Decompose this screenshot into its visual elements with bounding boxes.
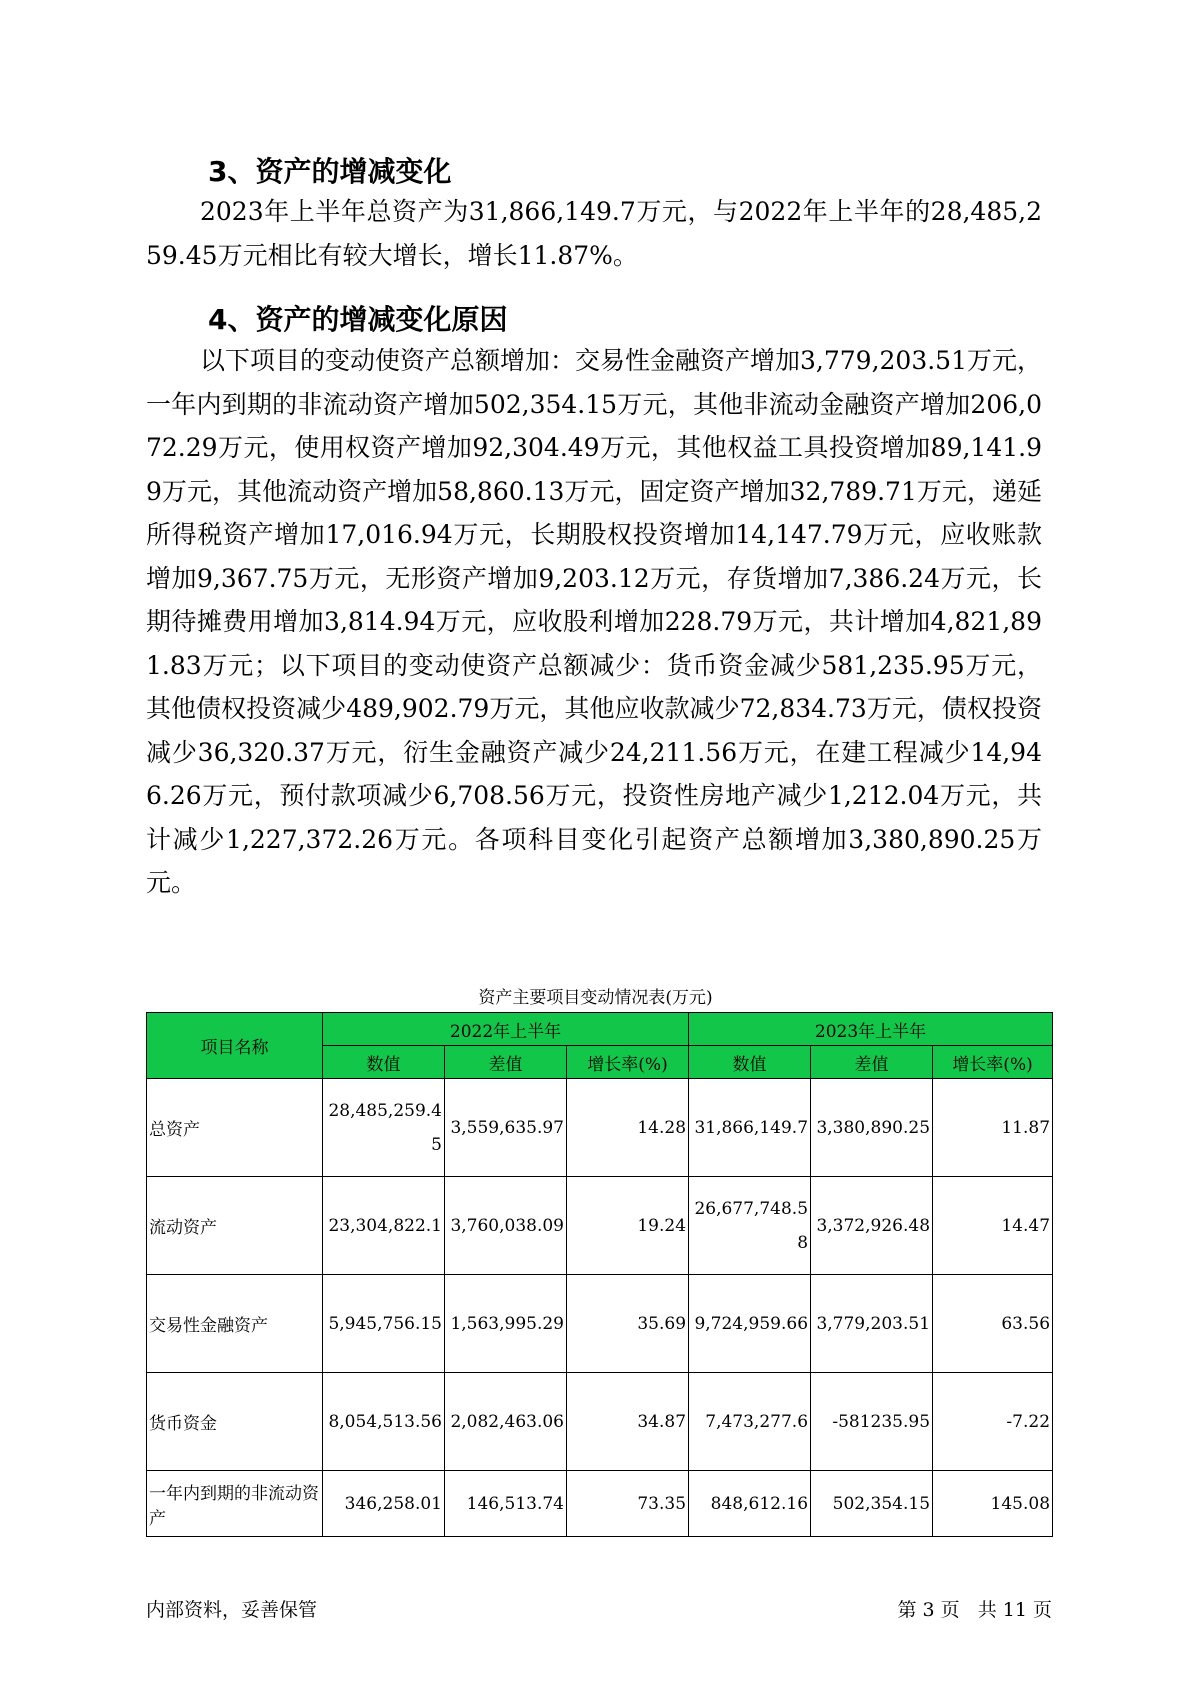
header-diff-2022: 差值 — [445, 1046, 567, 1079]
cell-rate-2023: 63.56 — [933, 1275, 1053, 1373]
cell-value-2023: 9,724,959.66 — [689, 1275, 811, 1373]
cell-value-2023: 31,866,149.7 — [689, 1079, 811, 1177]
header-value-2023: 数值 — [689, 1046, 811, 1079]
cell-value-2022: 346,258.01 — [323, 1471, 445, 1537]
header-value-2022: 数值 — [323, 1046, 445, 1079]
cell-diff-2023: -581235.95 — [811, 1373, 933, 1471]
section-3-paragraph: 2023年上半年总资产为31,866,149.7万元，与2022年上半年的28,485,259.45万元相比有较大增长，增长11.87%。 — [146, 197, 1042, 270]
section-4-heading: 4、资产的增减变化原因 — [208, 303, 508, 336]
section-3-heading: 3、资产的增减变化 — [208, 155, 452, 188]
cell-diff-2022: 3,559,635.97 — [445, 1079, 567, 1177]
asset-change-table — [146, 1012, 1053, 1537]
header-rate-2023: 增长率(%) — [933, 1046, 1053, 1079]
cell-value-2022: 8,054,513.56 — [323, 1373, 445, 1471]
table-row — [147, 1373, 1053, 1471]
cell-diff-2022: 3,760,038.09 — [445, 1177, 567, 1275]
cell-value-2023: 26,677,748.58 — [689, 1177, 811, 1275]
cell-diff-2023: 502,354.15 — [811, 1471, 933, 1537]
cell-value-2022: 5,945,756.15 — [323, 1275, 445, 1373]
footer-page-number: 第 3 页 共 11 页 — [897, 1599, 1052, 1621]
cell-value-2022: 23,304,822.1 — [323, 1177, 445, 1275]
cell-diff-2023: 3,779,203.51 — [811, 1275, 933, 1373]
table-row — [147, 1177, 1053, 1275]
cell-rate-2023: 11.87 — [933, 1079, 1053, 1177]
header-period-2022: 2022年上半年 — [323, 1013, 689, 1046]
table-row — [147, 1471, 1053, 1537]
cell-rate-2022: 19.24 — [567, 1177, 689, 1275]
row-name: 货币资金 — [147, 1373, 323, 1471]
row-name: 流动资产 — [147, 1177, 323, 1275]
cell-diff-2022: 2,082,463.06 — [445, 1373, 567, 1471]
cell-value-2023: 848,612.16 — [689, 1471, 811, 1537]
cell-diff-2023: 3,372,926.48 — [811, 1177, 933, 1275]
header-diff-2023: 差值 — [811, 1046, 933, 1079]
row-name: 一年内到期的非流动资产 — [147, 1471, 323, 1537]
header-rate-2022: 增长率(%) — [567, 1046, 689, 1079]
footer-confidential-note: 内部资料，妥善保管 — [146, 1599, 318, 1621]
cell-rate-2022: 73.35 — [567, 1471, 689, 1537]
cell-rate-2023: 14.47 — [933, 1177, 1053, 1275]
table-row — [147, 1079, 1053, 1177]
header-item-name: 项目名称 — [147, 1013, 323, 1079]
cell-value-2023: 7,473,277.6 — [689, 1373, 811, 1471]
table-header-row — [147, 1013, 1053, 1046]
cell-diff-2023: 3,380,890.25 — [811, 1079, 933, 1177]
cell-rate-2022: 14.28 — [567, 1079, 689, 1177]
cell-rate-2022: 34.87 — [567, 1373, 689, 1471]
row-name: 交易性金融资产 — [147, 1275, 323, 1373]
cell-rate-2022: 35.69 — [567, 1275, 689, 1373]
section-4-paragraph: 以下项目的变动使资产总额增加：交易性金融资产增加3,779,203.51万元，一年内到期的非流动资产增加502,354.15万元，其他非流动金融资产增加206,072.29万元，使用权资产增加92,304.49万元，其他权益工具投资增加89,141.99万元，其他流动资产增加58,860.13万元，固定资产增加32,789.71万元，递延所得税资产增加17,016.94万元，长期股权投资增加14,147.79万元，应收账款增加9,367.75万元，无形资产增加9,203.12万元，存货增加7,386.24万元，长期待摊费用增加3,814.94万元，应收股利增加228.79万元，共计增加4,821,891.83万元；以下项目的变动使资产总额减少：货币资金减少581,235.95万元，其他债权投资减少489,902.79万元，其他应收款减少72,834.73万元，债权投资减少36,320.37万元，衍生金融资产减少24,211.56万元，在建工程减少14,946.26万元，预付款项减少6,708.56万元，投资性房地产减少1,212.04万元，共计减少1,227,372.26万元。各项科目变化引起资产总额增加3,380,890.25万元。 — [146, 346, 1042, 897]
row-name: 总资产 — [147, 1079, 323, 1177]
cell-diff-2022: 146,513.74 — [445, 1471, 567, 1537]
cell-diff-2022: 1,563,995.29 — [445, 1275, 567, 1373]
table-caption: 资产主要项目变动情况表(万元) — [478, 988, 713, 1008]
cell-rate-2023: 145.08 — [933, 1471, 1053, 1537]
header-period-2023: 2023年上半年 — [689, 1013, 1053, 1046]
cell-value-2022: 28,485,259.45 — [323, 1079, 445, 1177]
table-row — [147, 1275, 1053, 1373]
cell-rate-2023: -7.22 — [933, 1373, 1053, 1471]
